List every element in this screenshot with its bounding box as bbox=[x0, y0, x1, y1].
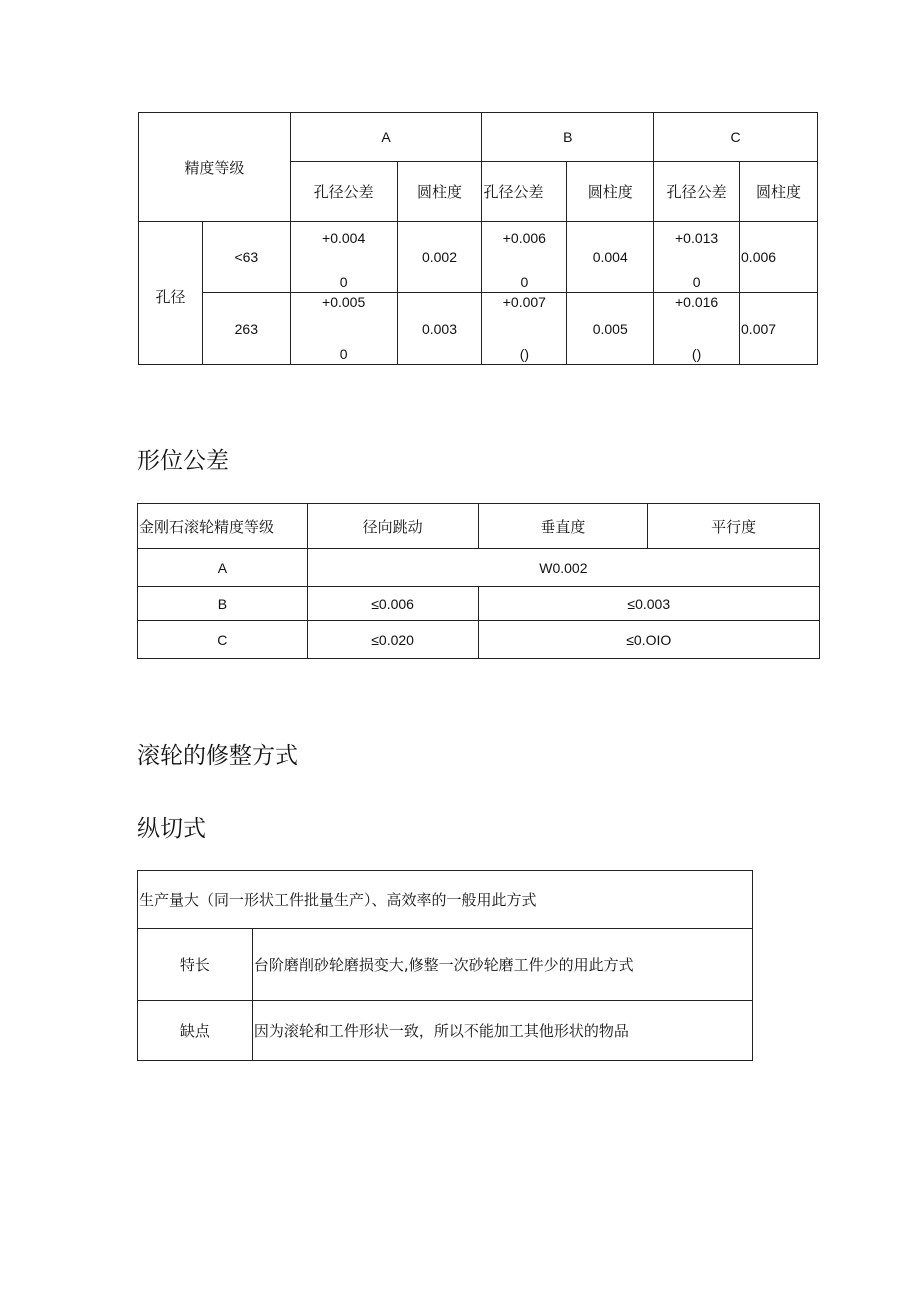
grade-cell: A bbox=[138, 549, 308, 587]
cylindricity-cell: 0.003 bbox=[397, 293, 482, 365]
cylindricity-cell: 0.006 bbox=[740, 222, 818, 293]
header-parallelism: 平行度 bbox=[648, 504, 820, 549]
radial-runout-cell: ≤0.020 bbox=[307, 621, 478, 659]
radial-runout-cell: ≤0.006 bbox=[307, 587, 478, 621]
plunge-intro-text: 生产量大（同一形状工件批量生产）、高效率的一般用此方式 bbox=[138, 871, 753, 929]
tolerance-cell: +0.007 () bbox=[482, 293, 567, 365]
table-row bbox=[138, 1001, 753, 1061]
grade-cell: B bbox=[138, 587, 308, 621]
section-heading-plunge-method: 纵切式 bbox=[137, 816, 206, 842]
header-radial-runout: 径向跳动 bbox=[307, 504, 478, 549]
cylindricity-cell: 0.004 bbox=[567, 222, 654, 293]
header-perpendicularity: 垂直度 bbox=[478, 504, 648, 549]
grade-cell: C bbox=[138, 621, 308, 659]
form-position-tolerance-table bbox=[137, 503, 820, 659]
cylindricity-cell: 0.002 bbox=[397, 222, 482, 293]
tolerance-cell: +0.013 0 bbox=[654, 222, 740, 293]
drawback-text: 因为滚轮和工件形状一致，所以不能加工其他形状的物品 bbox=[252, 1001, 752, 1061]
feature-label: 特长 bbox=[138, 929, 253, 1001]
table-row bbox=[139, 222, 818, 293]
table-row bbox=[138, 549, 820, 587]
precision-grade-header: 精度等级 bbox=[139, 113, 291, 222]
size-cell: 263 bbox=[202, 293, 290, 365]
cylindricity-cell: 0.005 bbox=[567, 293, 654, 365]
size-cell: <63 bbox=[202, 222, 290, 293]
subheader-hole-tolerance: 孔径公差 bbox=[482, 162, 567, 222]
tolerance-cell: +0.016 () bbox=[654, 293, 740, 365]
table-row bbox=[139, 293, 818, 365]
table-row bbox=[138, 621, 820, 659]
subheader-hole-tolerance: 孔径公差 bbox=[290, 162, 397, 222]
section-heading-dressing-method: 滚轮的修整方式 bbox=[137, 743, 298, 769]
tolerance-cell: +0.005 0 bbox=[290, 293, 397, 365]
tolerance-cell: +0.004 0 bbox=[290, 222, 397, 293]
feature-text: 台阶磨削砂轮磨损变大,修整一次砂轮磨工件少的用此方式 bbox=[252, 929, 752, 1001]
subheader-cylindricity: 圆柱度 bbox=[740, 162, 818, 222]
plunge-method-table bbox=[137, 870, 753, 1061]
drawback-label: 缺点 bbox=[138, 1001, 253, 1061]
subheader-hole-tolerance: 孔径公差 bbox=[654, 162, 740, 222]
subheader-cylindricity: 圆柱度 bbox=[567, 162, 654, 222]
grade-b-header: B bbox=[482, 113, 654, 162]
section-heading-form-position-tolerance: 形位公差 bbox=[137, 448, 229, 474]
hole-diameter-label: 孔径 bbox=[139, 222, 203, 365]
table-row bbox=[138, 929, 753, 1001]
cylindricity-cell: 0.007 bbox=[740, 293, 818, 365]
header-grade: 金刚石滚轮精度等级 bbox=[138, 504, 308, 549]
precision-grade-table bbox=[138, 112, 818, 365]
table-row bbox=[138, 587, 820, 621]
merged-tolerance-cell: W0.002 bbox=[307, 549, 819, 587]
grade-c-header: C bbox=[654, 113, 818, 162]
grade-a-header: A bbox=[290, 113, 482, 162]
merged-tolerance-cell: ≤0.003 bbox=[478, 587, 820, 621]
subheader-cylindricity: 圆柱度 bbox=[397, 162, 482, 222]
tolerance-cell: +0.006 0 bbox=[482, 222, 567, 293]
merged-tolerance-cell: ≤0.OIO bbox=[478, 621, 820, 659]
